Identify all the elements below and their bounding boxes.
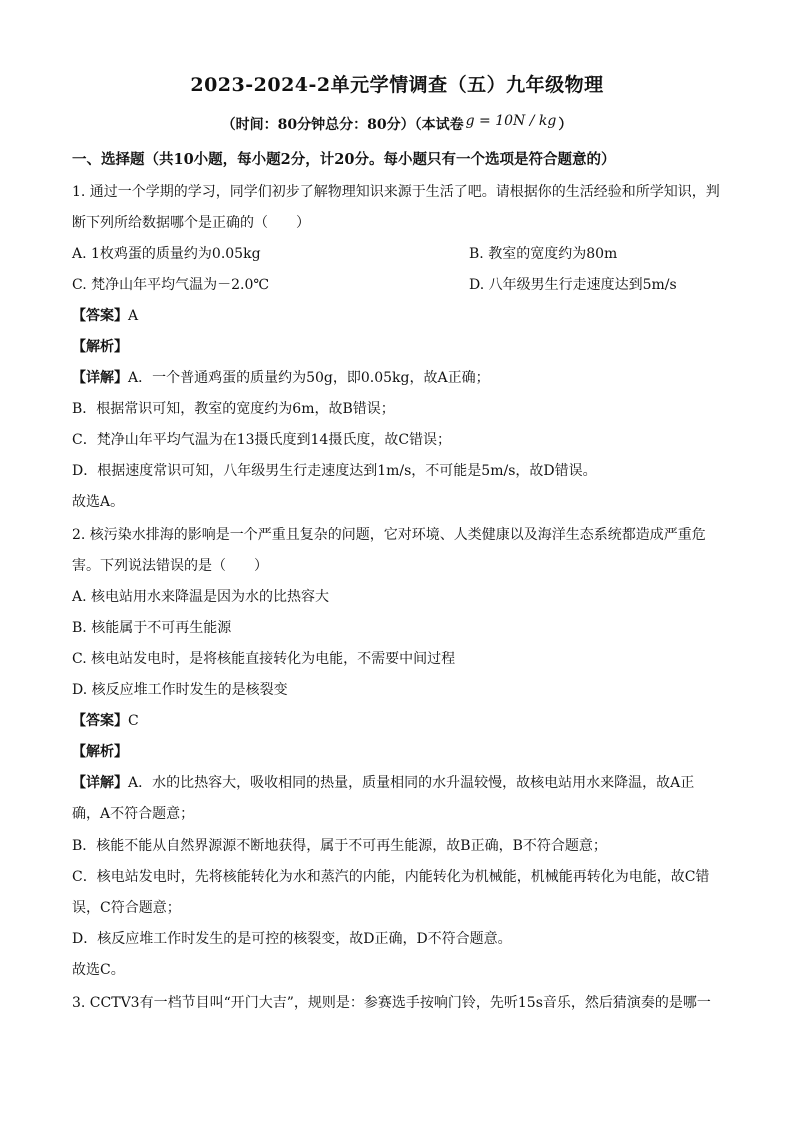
page-title: 2023-2024-2单元学情调查（五）九年级物理 [190,74,604,96]
answer-tag: 【答案】 [72,713,128,729]
q1-conclusion: 故选A。 [72,494,125,510]
q2-option-c: C. 核电站发电时，是将核能直接转化为电能，不需要中间过程 [72,651,456,667]
detail-text: A．一个普通鸡蛋的质量约为50g，即0.05kg，故A正确； [128,370,490,386]
q1-analysis-tag: 【解析】 [72,339,128,355]
q1-answer [72,306,734,326]
section-heading: 一、选择题（共10小题，每小题2分，计20分。每小题只有一个选项是符合题意的） [72,151,616,168]
q1-detail-4: D．根据速度常识可知，八年级男生行走速度达到1m/s，不可能是5m/s，故D错误。 [72,463,597,479]
q1-stem-line1: 1. 通过一个学期的学习，同学们初步了解物理知识来源于生活了吧。请根据你的生活经验和所学知识，判 [72,184,720,200]
q1-detail-2: B．根据常识可知，教室的宽度约为6m，故B错误； [72,401,395,417]
q2-detail-1-cont: 确，A不符合题意； [72,806,195,822]
detail-text: A．水的比热容大，吸收相同的热量，质量相同的水升温较慢，故核电站用水来降温，故A正 [128,775,695,791]
q2-stem-line2: 害。下列说法错误的是（ ） [72,558,268,574]
q2-detail-1 [72,773,734,793]
q1-option-c: C. 梵净山年平均气温为－2.0℃ [72,277,270,293]
q1-option-a: A. 1枚鸡蛋的质量约为0.05kg [72,246,261,262]
q2-detail-3-cont: 误，C符合题意； [72,900,181,916]
answer-value: C [128,713,139,729]
q2-stem-line1: 2. 核污染水排海的影响是一个严重且复杂的问题，它对环境、人类健康以及海洋生态系统都造成严重危 [72,527,706,543]
q2-detail-4: D．核反应堆工作时发生的是可控的核裂变，故D正确，D不符合题意。 [72,931,512,947]
q2-analysis-tag: 【解析】 [72,744,128,760]
q1-detail-1 [72,368,734,388]
detail-tag: 【详解】 [72,370,128,386]
q2-answer [72,711,734,731]
gravity-formula: g = 10N / kg [465,113,557,129]
q3-stem-line1: 3. CCTV3有一档节目叫“开门大吉”，规则是：参赛选手按响门铃，先听15s音乐，然后猜演奏的是哪一 [72,995,711,1011]
q1-option-d: D. 八年级男生行走速度达到5m/s [469,277,677,293]
subtitle-end: ） [558,117,573,133]
answer-value: A [128,308,139,324]
answer-tag: 【答案】 [72,308,128,324]
q2-option-d: D. 核反应堆工作时发生的是核裂变 [72,682,288,698]
q1-detail-3: C．梵净山年平均气温为在13摄氏度到14摄氏度，故C错误； [72,432,452,448]
q1-options-row1 [72,244,734,264]
q2-option-b: B. 核能属于不可再生能源 [72,620,232,636]
q2-option-a: A. 核电站用水来降温是因为水的比热容大 [72,589,330,605]
page-subtitle [0,114,794,134]
q2-conclusion: 故选C。 [72,962,125,978]
q1-stem-line2: 断下列所给数据哪个是正确的（ ） [72,215,310,231]
subtitle-text: （时间：80分钟总分：80分）（本试卷 [221,117,464,133]
q1-options-row2 [72,275,734,295]
q1-option-b: B. 教室的宽度约为80m [469,246,618,262]
detail-tag: 【详解】 [72,775,128,791]
q2-detail-2: B．核能不能从自然界源源不断地获得，属于不可再生能源，故B正确，B不符合题意； [72,838,607,854]
q2-detail-3: C．核电站发电时，先将核能转化为水和蒸汽的内能，内能转化为机械能，机械能再转化为电能，故C错 [72,869,710,885]
